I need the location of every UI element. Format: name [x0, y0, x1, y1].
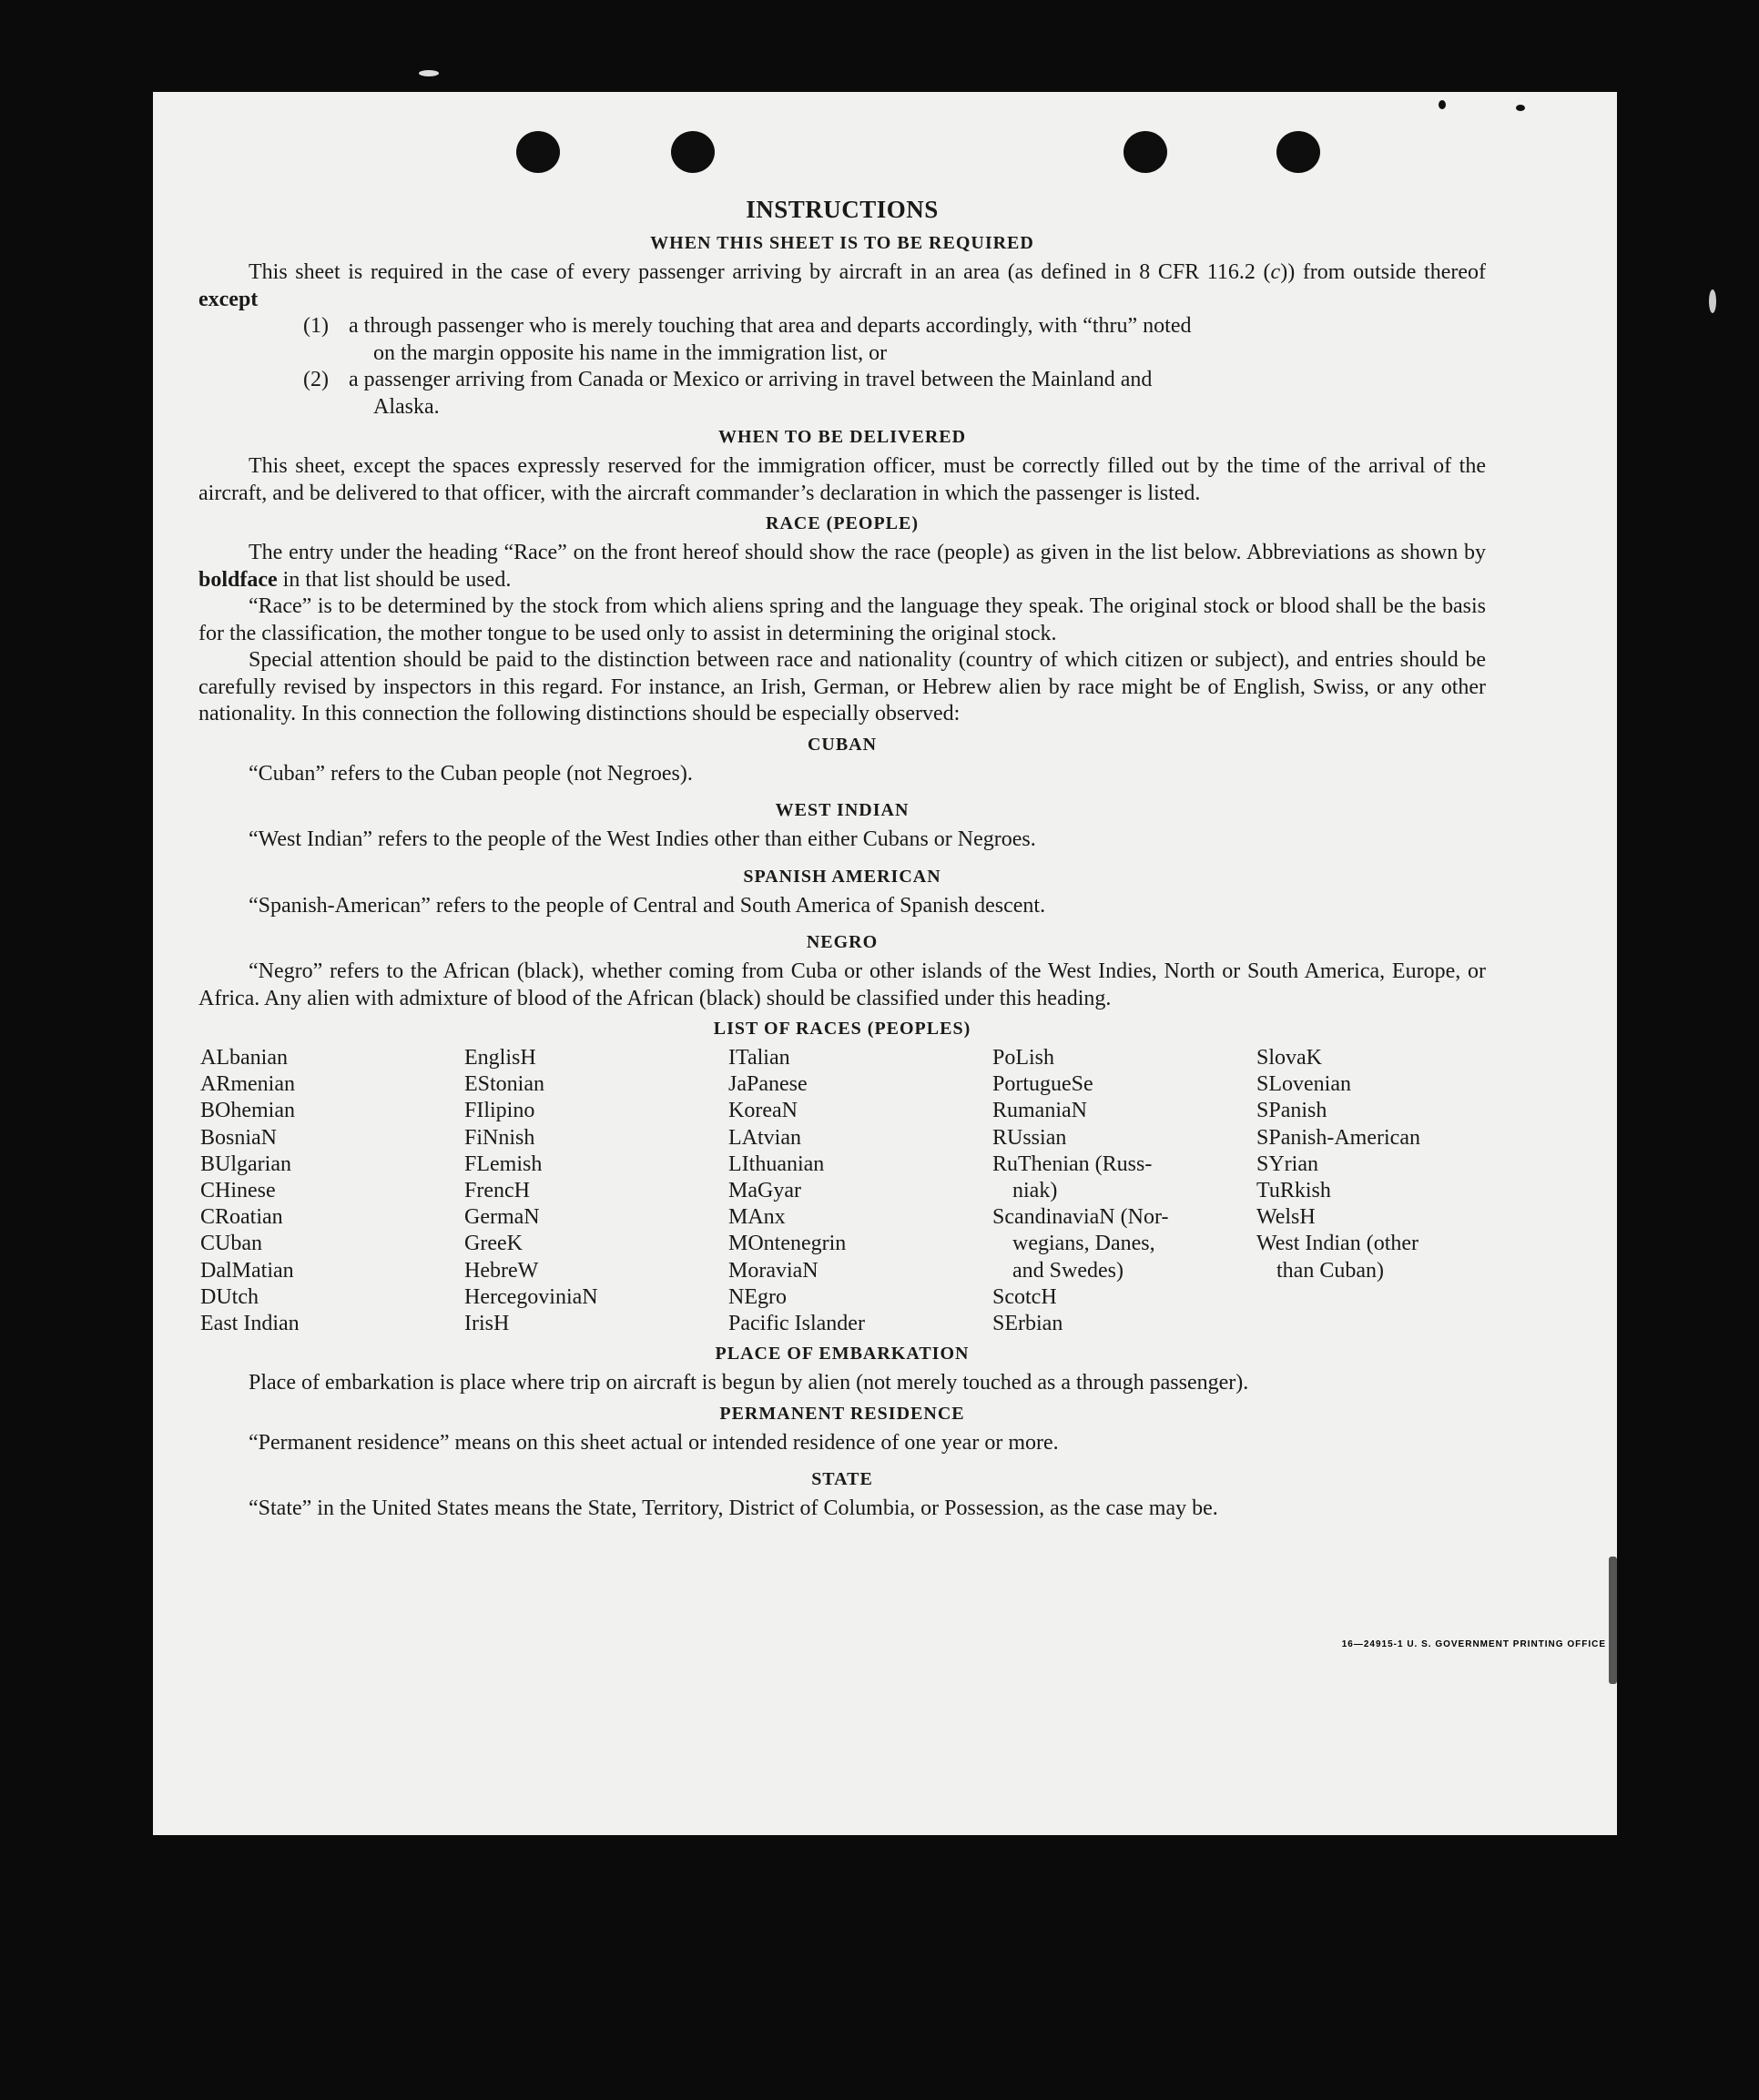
- race-entry: WelsH: [1256, 1205, 1316, 1230]
- race-entry: RUssian: [992, 1125, 1067, 1150]
- race-entry: GreeK: [464, 1232, 523, 1256]
- heading-state: STATE: [811, 1469, 873, 1490]
- race-paragraph-3: Special attention should be paid to the distinction between race and nationality (country of which citizen or subject), and entries should be carefully revised by inspectors in this regard. For instance, an Irish, German, or Hebrew alien by race might be of English, Swiss, or any other nationality. In this connection the following distinctions should be especially observed:: [198, 648, 1486, 725]
- race-entry: CHinese: [200, 1179, 276, 1203]
- heading-spanish-american: SPANISH AMERICAN: [743, 866, 941, 887]
- race-entry: FiNnish: [464, 1125, 535, 1150]
- race-entry: GermaN: [464, 1205, 540, 1230]
- heading-west-indian: WEST INDIAN: [775, 800, 910, 820]
- race-entry: PoLish: [992, 1046, 1055, 1070]
- embarkation-text: Place of embarkation is place where trip on aircraft is begun by alien (not merely touched as a through passenger).: [249, 1371, 1249, 1395]
- race-entry: RumaniaN: [992, 1099, 1087, 1123]
- spanish-american-text: “Spanish-American” refers to the people of Central and South America of Spanish descent.: [249, 893, 1046, 918]
- cuban-text: “Cuban” refers to the Cuban people (not Negroes).: [249, 761, 693, 786]
- instruction-sheet: [153, 92, 1617, 1835]
- race-entry: ScotcH: [992, 1284, 1057, 1309]
- race-entry: LIthuanian: [728, 1151, 825, 1176]
- race-entry: RuThenian (Russ-: [992, 1151, 1153, 1176]
- race-entry: SlovaK: [1256, 1046, 1322, 1070]
- race-entry: ARmenian: [200, 1072, 295, 1097]
- race-entry-continued: niak): [1012, 1179, 1058, 1203]
- scan-speck: [1516, 105, 1525, 111]
- race-entry: BUlgarian: [200, 1151, 291, 1176]
- scan-speck: [1709, 289, 1716, 313]
- page-title: INSTRUCTIONS: [746, 196, 939, 223]
- heading-permanent-residence: PERMANENT RESIDENCE: [719, 1403, 965, 1424]
- state-text: “State” in the United States means the State, Territory, District of Columbia, or Possession, as the case may be.: [249, 1496, 1218, 1521]
- exception-item-2: (2) a passenger arriving from Canada or Mexico or arriving in travel between the Mainland and Alaska.: [303, 368, 1153, 419]
- race-entry: FLemish: [464, 1151, 543, 1176]
- heading-list-of-races: LIST OF RACES (PEOPLES): [713, 1019, 971, 1039]
- punch-hole: [1276, 131, 1320, 173]
- races-column-3: [728, 1045, 992, 1337]
- punch-hole: [1124, 131, 1167, 173]
- race-entry: DalMatian: [200, 1258, 294, 1283]
- races-column-1: [200, 1045, 464, 1337]
- race-entry: ScandinaviaN (Nor-: [992, 1205, 1169, 1230]
- race-entry: LAtvian: [728, 1125, 801, 1150]
- race-entry: MoraviaN: [728, 1258, 818, 1283]
- races-list: [200, 1045, 1486, 1337]
- race-entry: SPanish: [1256, 1099, 1327, 1123]
- race-entry: BOhemian: [200, 1099, 295, 1123]
- race-entry-continued: wegians, Danes,: [1012, 1232, 1155, 1256]
- race-entry-continued: than Cuban): [1276, 1258, 1384, 1283]
- scan-speck: [419, 70, 439, 76]
- race-entry: TuRkish: [1256, 1179, 1331, 1203]
- heading-embarkation: PLACE OF EMBARKATION: [715, 1344, 970, 1364]
- race-entry: SLovenian: [1256, 1072, 1351, 1097]
- required-intro: This sheet is required in the case of every passenger arriving by aircraft in an area (as defined in 8 CFR 116.2 (c)) from outside thereof except: [198, 260, 1487, 311]
- race-entry: BosniaN: [200, 1125, 277, 1150]
- printing-office-code: 16—24915-1 U. S. GOVERNMENT PRINTING OFFICE: [1341, 1639, 1606, 1649]
- race-entry: IrisH: [464, 1312, 510, 1336]
- race-entry: Pacific Islander: [728, 1312, 865, 1336]
- race-entry: West Indian (other: [1256, 1232, 1419, 1256]
- heading-cuban: CUBAN: [807, 734, 878, 755]
- race-entry: East Indian: [200, 1312, 300, 1336]
- race-entry: DUtch: [200, 1284, 259, 1309]
- races-column-2: [464, 1045, 728, 1337]
- race-entry: MaGyar: [728, 1179, 801, 1203]
- race-entry: FrencH: [464, 1179, 530, 1203]
- race-entry: ALbanian: [200, 1046, 288, 1070]
- race-entry: JaPanese: [728, 1072, 808, 1097]
- race-entry: EnglisH: [464, 1046, 536, 1070]
- scan-speck: [1439, 100, 1446, 109]
- race-entry: HercegoviniaN: [464, 1284, 598, 1309]
- race-entry: SPanish-American: [1256, 1125, 1420, 1150]
- race-entry: EStonian: [464, 1072, 544, 1097]
- race-entry: NEgro: [728, 1284, 787, 1309]
- punch-hole: [516, 131, 560, 173]
- race-entry: CRoatian: [200, 1205, 283, 1230]
- scan-speck: [1609, 1557, 1617, 1684]
- race-entry: MAnx: [728, 1205, 786, 1230]
- heading-delivered: WHEN TO BE DELIVERED: [717, 427, 967, 447]
- exception-item-1: (1) a through passenger who is merely touching that area and departs accordingly, with “thru” noted on the margin opposite his name in the immigration list, or: [303, 314, 1192, 365]
- race-entry: HebreW: [464, 1258, 539, 1283]
- races-column-5: [1256, 1045, 1493, 1337]
- race-entry-continued: and Swedes): [1012, 1258, 1124, 1283]
- races-column-4: [992, 1045, 1256, 1337]
- heading-race: RACE (PEOPLE): [766, 513, 919, 533]
- delivered-text: This sheet, except the spaces expressly reserved for the immigration officer, must be correctly filled out by the time of the arrival of the aircraft, and be delivered to that officer, with the aircraft commander’s declaration in which the passenger is listed.: [198, 454, 1486, 505]
- residence-text: “Permanent residence” means on this sheet actual or intended residence of one year or more.: [249, 1430, 1059, 1455]
- race-entry: SErbian: [992, 1312, 1063, 1336]
- race-entry: PortugueSe: [992, 1072, 1093, 1097]
- punch-hole: [671, 131, 715, 173]
- race-entry: SYrian: [1256, 1151, 1318, 1176]
- race-entry: MOntenegrin: [728, 1232, 847, 1256]
- race-entry: CUban: [200, 1232, 262, 1256]
- west-indian-text: “West Indian” refers to the people of the West Indies other than either Cubans or Negroes.: [249, 827, 1036, 851]
- heading-negro: NEGRO: [806, 932, 879, 952]
- race-entry: KoreaN: [728, 1099, 798, 1123]
- race-entry: ITalian: [728, 1046, 790, 1070]
- race-entry: FIlipino: [464, 1099, 535, 1123]
- heading-required: WHEN THIS SHEET IS TO BE REQUIRED: [650, 233, 1034, 253]
- race-paragraph-1: The entry under the heading “Race” on the front hereof should show the race (people) as given in the list below. Abbreviations as shown by boldface in that list should be used.: [198, 541, 1486, 592]
- negro-text: “Negro” refers to the African (black), whether coming from Cuba or other islands of the West Indies, North or South America, Europe, or Africa. Any alien with admixture of blood of the African (black) should be classified under this heading.: [198, 959, 1486, 1010]
- race-paragraph-2: “Race” is to be determined by the stock from which aliens spring and the language they speak. The original stock or blood shall be the basis for the classification, the mother tongue to be used only to assist in determining the original stock.: [198, 594, 1486, 645]
